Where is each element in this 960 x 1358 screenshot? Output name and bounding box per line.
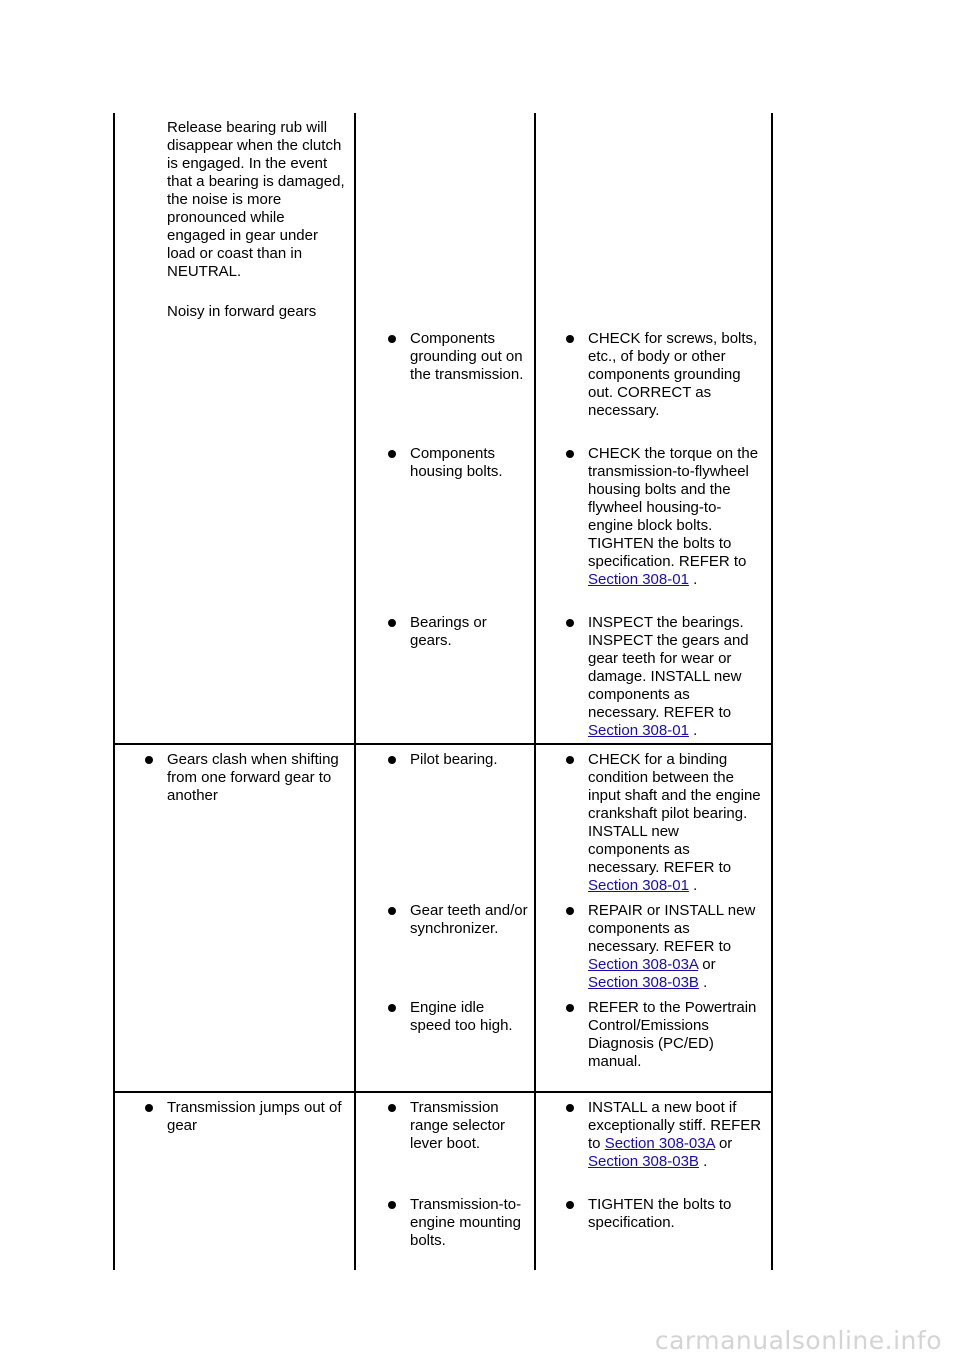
action-text: CHECK for screws, bolts, etc., of body or other components grounding out. CORRECT as necessary.: [588, 330, 758, 419]
table-border-left: [113, 113, 115, 1270]
bullet-icon: [145, 1104, 153, 1112]
cause-text: Components grounding out on the transmission.: [410, 330, 524, 383]
list-item: [388, 330, 528, 384]
cause-text: Transmission-to-engine mounting bolts.: [410, 1196, 522, 1249]
list-item: [145, 751, 349, 805]
list-item: INSTALL a new boot if exceptionally stiff. REFER to Section 308-03A or Section 308-03B .: [566, 1099, 763, 1171]
row2-cause-3: [388, 999, 528, 1035]
row2-action-1: [566, 751, 763, 895]
row2-cause-1: [388, 751, 528, 769]
bullet-icon: [145, 756, 153, 764]
row3-action-1: [566, 1099, 763, 1171]
list-item: [388, 1196, 528, 1250]
cause-text: Engine idle speed too high.: [410, 999, 513, 1034]
row1-action-2: [566, 445, 763, 589]
row3-cause-2: [388, 1196, 528, 1250]
row-divider-2: [113, 1091, 773, 1093]
bullet-icon: [566, 756, 574, 764]
list-item: [388, 1099, 528, 1153]
bullet-icon: [566, 619, 574, 627]
list-item: [388, 999, 528, 1035]
row3-action-2: [566, 1196, 763, 1232]
section-link-b[interactable]: Section 308-03B: [588, 1153, 699, 1170]
bullet-icon: [566, 907, 574, 915]
bullet-icon: [566, 335, 574, 343]
watermark: carmanualsonline.info: [654, 1326, 942, 1355]
condition-text: Gears clash when shifting from one forward gear to another: [167, 751, 339, 804]
section-link[interactable]: Section 308-01: [588, 722, 689, 739]
section-link-b[interactable]: Section 308-03B: [588, 974, 699, 991]
cause-text: Gear teeth and/or synchronizer.: [410, 902, 528, 937]
list-item: [566, 999, 763, 1071]
bullet-icon: [566, 1104, 574, 1112]
bullet-icon: [388, 1201, 396, 1209]
row3-condition-cell: [145, 1099, 349, 1135]
cause-text: Components housing bolts.: [410, 445, 503, 480]
bullet-icon: [566, 450, 574, 458]
cause-text: Pilot bearing.: [410, 751, 498, 768]
action-text: CHECK the torque on the transmission-to-flywheel housing bolts and the flywheel housing-to-engine block bolts. TIGHTEN the bolts to specification. REFER to: [588, 445, 759, 570]
section-link[interactable]: Section 308-01: [588, 877, 689, 894]
list-item: [566, 330, 763, 420]
bullet-icon: [388, 1104, 396, 1112]
bullet-icon: [388, 907, 396, 915]
action-text: REPAIR or INSTALL new components as necessary. REFER to: [588, 902, 756, 955]
row1-cause-3: [388, 614, 528, 650]
action-text: TIGHTEN the bolts to specification.: [588, 1196, 732, 1231]
row2-action-2: [566, 902, 763, 992]
row-divider-1: [113, 743, 773, 745]
list-item: CHECK the torque on the transmission-to-flywheel housing bolts and the flywheel housing-to-engine block bolts. TIGHTEN the bolts to specification. REFER to Section 308-01 .: [566, 445, 763, 589]
list-item: [388, 445, 528, 481]
bullet-icon: [388, 450, 396, 458]
table-border-right: [771, 113, 773, 1270]
action-text: INSPECT the bearings. INSPECT the gears and gear teeth for wear or damage. INSTALL new components as necessary. REFER to: [588, 614, 749, 721]
cause-text: Transmission range selector lever boot.: [410, 1099, 506, 1152]
row3-cause-1: [388, 1099, 528, 1153]
row1-cause-2: [388, 445, 528, 481]
list-item: [388, 614, 528, 650]
condition-title: Noisy in forward gears: [167, 303, 317, 320]
bullet-icon: [388, 619, 396, 627]
action-text: REFER to the Powertrain Control/Emissions Diagnosis (PC/ED) manual.: [588, 999, 757, 1070]
bullet-icon: [388, 335, 396, 343]
or-text: or: [718, 1135, 733, 1152]
row2-condition-cell: [145, 751, 349, 805]
row1-action-1: [566, 330, 763, 420]
row1-condition-cell: [167, 119, 347, 321]
condition-text: Transmission jumps out of gear: [167, 1099, 342, 1134]
row1-cause-1: [388, 330, 528, 384]
section-link-a[interactable]: Section 308-03A: [604, 1135, 715, 1152]
or-text: or: [702, 956, 716, 973]
cause-text: Bearings or gears.: [410, 614, 487, 649]
action-text: INSTALL a new boot if exceptionally stiff. REFER to: [588, 1099, 762, 1152]
bullet-icon: [566, 1201, 574, 1209]
bullet-icon: [566, 1004, 574, 1012]
condition-note: Release bearing rub will disappear when the clutch is engaged. In the event that a bearing is damaged, the noise is more pronounced while engaged in gear under load or coast than in NEUTRAL.: [167, 119, 345, 280]
bullet-icon: [388, 756, 396, 764]
table-divider-1: [354, 113, 356, 1270]
bullet-icon: [388, 1004, 396, 1012]
row2-action-3: [566, 999, 763, 1071]
list-item: [145, 1099, 349, 1135]
list-item: [566, 1196, 763, 1232]
list-item: CHECK for a binding condition between the input shaft and the engine crankshaft pilot bearing. INSTALL new components as necessary. REFER to Section 308-01 .: [566, 751, 763, 895]
list-item: [388, 751, 528, 769]
list-item: REPAIR or INSTALL new components as necessary. REFER to Section 308-03A or Section 308-03B .: [566, 902, 763, 992]
table-divider-2: [534, 113, 536, 1270]
list-item: INSPECT the bearings. INSPECT the gears and gear teeth for wear or damage. INSTALL new components as necessary. REFER to Section 308-01 .: [566, 614, 763, 740]
row1-action-3: [566, 614, 763, 740]
list-item: [388, 902, 528, 938]
section-link[interactable]: Section 308-01: [588, 571, 689, 588]
section-link-a[interactable]: Section 308-03A: [588, 956, 699, 973]
action-text: CHECK for a binding condition between the input shaft and the engine crankshaft pilot bearing. INSTALL new components as necessary. REFER to: [588, 751, 761, 876]
row2-cause-2: [388, 902, 528, 938]
